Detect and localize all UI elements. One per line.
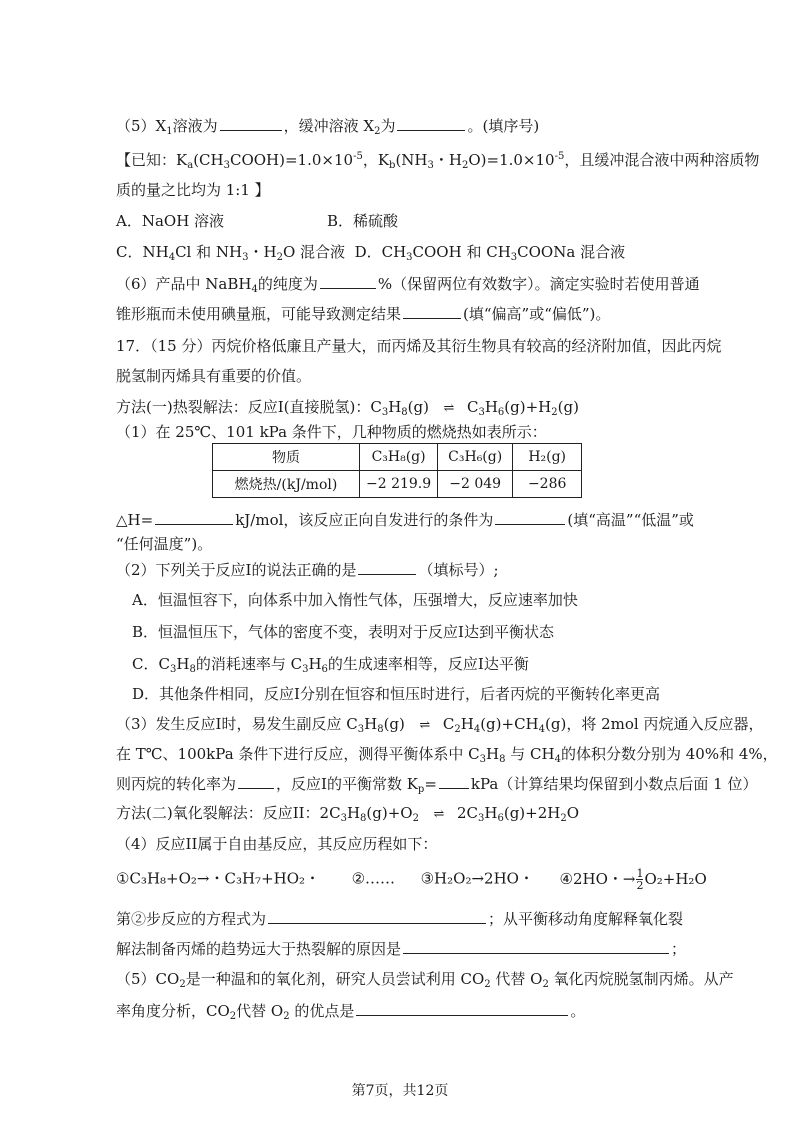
known-conditions-line: 【已知：$K_a(CH_3COOH)=1.0\times 10^{-5}$，$K_b(NH_3$・$H_2O)=1.0\times 10^{-5}$，且缓冲混合液中两种溶质物 [116, 151, 760, 171]
answer-blank[interactable] [397, 115, 465, 131]
q17-part4-line-2: 第②步反应的方程式为 ；从平衡移动角度解释氧化裂 [116, 910, 684, 928]
q17-p2-option-d: D．其他条件相同，反应I分别在恒容和恒压时进行，后者丙烷的平衡转化率更高 [132, 685, 660, 703]
table-row-label: 燃烧热/(kJ/mol) [213, 471, 360, 498]
answer-blank[interactable] [238, 773, 274, 789]
q16-part6-line-2: 锥形瓶而未使用碘量瓶，可能导致测定结果 (填“偏高”或“偏低”)。 [116, 305, 611, 323]
answer-blank[interactable] [320, 273, 376, 289]
answer-blank[interactable] [403, 303, 461, 319]
q17-part3-line-2: 在 T℃、100kPa 条件下进行反应，测得平衡体系中 $C_3H_8$ 与 $CH_4$的体积分数分别为 40%和 4%， [116, 745, 778, 765]
answer-blank[interactable] [439, 773, 469, 789]
fraction: $\frac{1}{2}$ [636, 867, 644, 892]
combustion-heat-table [212, 443, 582, 498]
q17-part4-line: （4）反应II属于自由基反应，其反应历程如下： [116, 835, 438, 853]
q16-part6-line: （6）产品中 NaBH$_4$的纯度为 %（保留两位有效数字）。滴定实验时若使用普通 [116, 275, 700, 295]
answer-blank[interactable] [220, 115, 282, 131]
q17-intro: 17．（15 分）丙烷价格低廉且产量大，而丙烯及其衍生物具有较高的经济附加值，因此丙烷 [116, 337, 722, 355]
q17-part5-line-2: 率角度分析，$CO_2$代替 $O_2$ 的优点是 。 [116, 1002, 586, 1022]
table-cell: −2 049 [438, 471, 513, 498]
q17-part5-line: $(5)CO_2$是一种温和的氧化剂，研究人员尝试利用 $CO_2$ 代替 $O_2$ 氧化丙烷脱氢制丙烯。从产 [116, 970, 734, 990]
answer-blank[interactable] [495, 509, 565, 525]
table-cell: −2 219.9 [360, 471, 438, 498]
table-header-row [213, 444, 582, 471]
q17-part3-line-3: 则丙烷的转化率为 ，反应I的平衡常数 $K_p= kPa$（计算结果均保留到小数点后面 1 位） [116, 775, 758, 795]
page-number-footer: 第7页，共12页 [351, 1083, 449, 1099]
step-4: ④2HO・→ $\frac{1}{2}$ O₂+H₂O [559, 867, 707, 892]
step-2: ②…… [351, 869, 396, 888]
answer-blank[interactable] [358, 559, 416, 575]
q17-part1-line: （1）在 25℃、101 kPa 条件下，几种物质的燃烧热如表所示： [116, 423, 547, 441]
q17-part3-line: （3）发生反应I时，易发生副反应 $C_3H_8(g)$ ⇌ $C_2H_4(g)+CH_4(g)$，将 2mol 丙烷通入反应器， [116, 715, 764, 735]
table-header-cell: C₃H₆(g) [438, 444, 513, 471]
option-b: B．稀硫酸 [327, 212, 399, 230]
step-1: ①C₃H₈+O₂→・C₃H₇+HO₂・ [116, 869, 321, 888]
q17-part2-line: （2）下列关于反应I的说法正确的是 （填标号）; [116, 561, 499, 579]
q17-p2-option-a: A．恒温恒容下，向体系中加入惰性气体，压强增大，反应速率加快 [132, 591, 578, 609]
method2-line: 方法(二)氧化裂解法：反应II：$2C_3H_8(g)+O_2$ ⇌ $2C_3H_6(g)+2H_2O$ [116, 804, 580, 824]
q17-part4-line-3: 解法制备丙烯的趋势远大于热裂解的原因是 ； [116, 940, 687, 958]
mechanism-steps [116, 868, 707, 891]
answer-blank[interactable] [155, 509, 233, 525]
delta-h-line-2: “任何温度”)。 [116, 535, 213, 553]
equilibrium-arrow-icon: ⇌ [433, 807, 443, 822]
option-a: A．NaOH 溶液 [116, 212, 225, 230]
q17-p2-option-b: B．恒温恒压下，气体的密度不变，表明对于反应I达到平衡状态 [132, 623, 554, 641]
step-3: ③H₂O₂→2HO・ [420, 869, 534, 888]
table-header-cell: 物质 [213, 444, 360, 471]
answer-blank[interactable] [403, 938, 669, 954]
answer-blank[interactable] [356, 1000, 568, 1016]
answer-blank[interactable] [268, 908, 486, 924]
q16-part5-line: $(5)X_1$溶液为 ，缓冲溶液 $X_2$为 。(填序号) [116, 117, 540, 137]
equilibrium-arrow-icon: ⇌ [419, 718, 429, 733]
delta-h-line: △H= kJ/mol，该反应正向自发进行的条件为 (填“高温”“低温”或 [116, 511, 694, 529]
table-cell: −286 [513, 471, 582, 498]
equilibrium-arrow-icon: ⇌ [443, 401, 453, 416]
known-conditions-line-2: 质的量之比均为 1:1 】 [116, 181, 270, 199]
table-header-cell: C₃H₈(g) [360, 444, 438, 471]
method1-line: 方法(一)热裂解法：反应I(直接脱氢)：$C_3H_8(g)$ ⇌ $C_3H_6(g)+H_2(g)$ [116, 398, 579, 418]
table-row [213, 471, 582, 498]
q17-intro-2: 脱氢制丙烯具有重要的价值。 [116, 367, 312, 385]
q17-p2-option-c: C．$C_3H_8$的消耗速率与 $C_3H_6$的生成速率相等，反应I达平衡 [132, 655, 529, 675]
option-c-d-line: C．$NH_4Cl$ 和 $NH_3$・$H_2O$ 混合液 D．$CH_3COOH$ 和 $CH_3COONa$ 混合液 [116, 243, 626, 263]
table-header-cell: H₂(g) [513, 444, 582, 471]
